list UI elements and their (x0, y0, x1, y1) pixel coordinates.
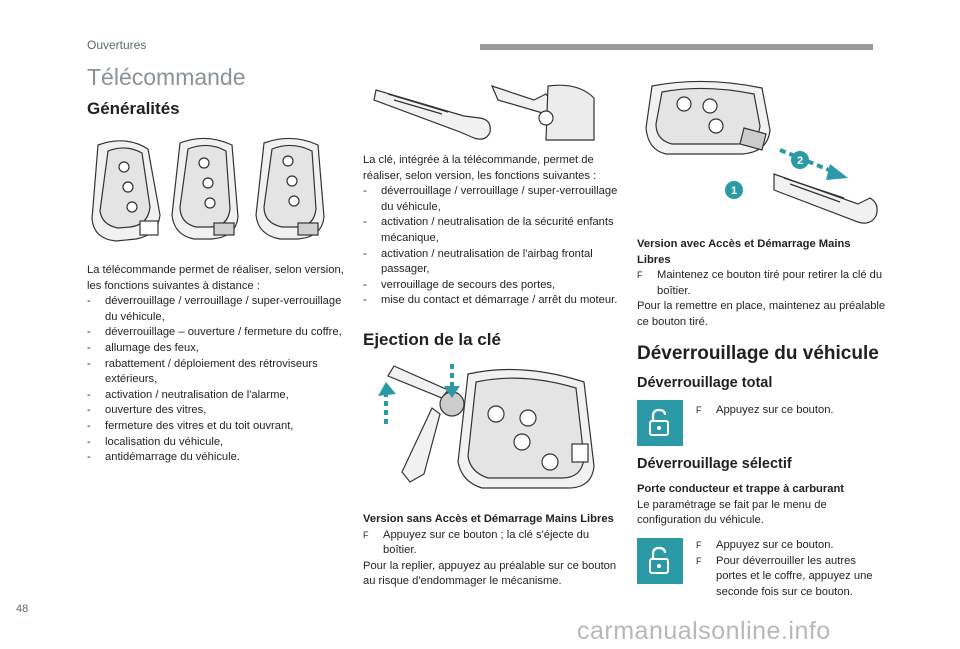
col3-version-block (637, 237, 887, 331)
remote-keys-illustration (86, 135, 336, 250)
list-item: - antidémarrage du véhicule. (87, 451, 240, 464)
watermark: carmanualsonline.info (577, 617, 831, 645)
heading-selectif: Déverrouillage sélectif (637, 456, 792, 472)
col1-intro: La télécommande permet de réaliser, selon version, les fonctions suivantes à distance : (87, 264, 344, 292)
list-item: - ouverture des vitres, (87, 404, 207, 417)
heading-ejection: Ejection de la clé (363, 330, 501, 349)
col2-version-block (363, 512, 621, 590)
list-item: - localisation du véhicule, (87, 435, 224, 448)
col2-intro: La clé, intégrée à la télécommande, permet de réaliser, selon version, les fonctions suivantes : (363, 154, 597, 182)
page-title: Télécommande (87, 64, 246, 90)
list-item: - rabattement / déploiement des rétroviseurs extérieurs, (87, 357, 318, 386)
list-item: - déverrouillage – ouverture / fermeture du coffre, (87, 326, 342, 339)
handsfree-key-illustration (644, 78, 884, 230)
selective-steps (696, 538, 886, 600)
selective-text: Le paramétrage se fait par le menu de configuration du véhicule. (637, 498, 827, 527)
callout-2: 2 (796, 155, 804, 167)
list-item: - déverrouillage / verrouillage / super-verrouillage du véhicule, (363, 185, 618, 213)
version-step-avec: F Maintenez ce bouton tiré pour retirer la clé du boîtier. (637, 269, 883, 297)
header-bar (480, 44, 873, 50)
total-step: F Appuyez sur ce bouton. (696, 404, 834, 416)
heading-deverrouillage: Déverrouillage du véhicule (637, 343, 879, 364)
unlock-button-total (637, 400, 683, 446)
list-item: - allumage des feux, (87, 341, 199, 354)
unlock-padlock-icon (649, 409, 671, 437)
callout-1: 1 (730, 185, 738, 197)
version-step-sans: F Appuyez sur ce bouton ; la clé s'éjecte du boîtier. (363, 528, 590, 557)
col1-list (87, 294, 345, 466)
version-note-sans: Pour la replier, appuyez au préalable sur ce bouton au risque d'endommager le mécanisme. (363, 559, 617, 588)
unlock-button-selective (637, 538, 683, 584)
unlock-padlock-icon (649, 547, 671, 575)
list-item: - verrouillage de secours des portes, (363, 278, 556, 291)
selective-sub: Porte conducteur et trappe à carburant (637, 483, 845, 495)
selective-intro (637, 482, 887, 529)
col2-list (363, 184, 621, 309)
list-item: - activation / neutralisation de l'airbag frontal passager, (363, 247, 593, 276)
flip-key-illustration (368, 80, 600, 145)
version-title-avec: Version avec Accès et Démarrage Mains Libres (637, 238, 851, 266)
list-item: - déverrouillage / verrouillage / super-verrouillage du véhicule, (87, 295, 342, 323)
col1-text (87, 263, 345, 466)
list-item: - activation / neutralisation de l'alarme, (87, 388, 289, 401)
list-item: - fermeture des vitres et du toit ouvrant, (87, 419, 294, 432)
list-item: - mise du contact et démarrage / arrêt du moteur. (363, 294, 618, 307)
col2-text (363, 153, 621, 309)
section-label: Ouvertures (87, 38, 147, 52)
key-ejection-illustration (372, 362, 604, 492)
page-number: 48 (16, 603, 29, 615)
heading-total: Déverrouillage total (637, 375, 773, 391)
list-item: - activation / neutralisation de la sécurité enfants mécanique, (363, 216, 614, 244)
list-item: F Pour déverrouiller les autres portes et le coffre, appuyez une seconde fois sur ce bouton. (696, 554, 873, 598)
version-note-avec: Pour la remettre en place, maintenez au préalable ce bouton tiré. (637, 300, 886, 328)
version-title-sans: Version sans Accès et Démarrage Mains Libres (363, 513, 614, 525)
list-item: F Appuyez sur ce bouton. (696, 539, 834, 551)
heading-generalites: Généralités (87, 99, 180, 118)
